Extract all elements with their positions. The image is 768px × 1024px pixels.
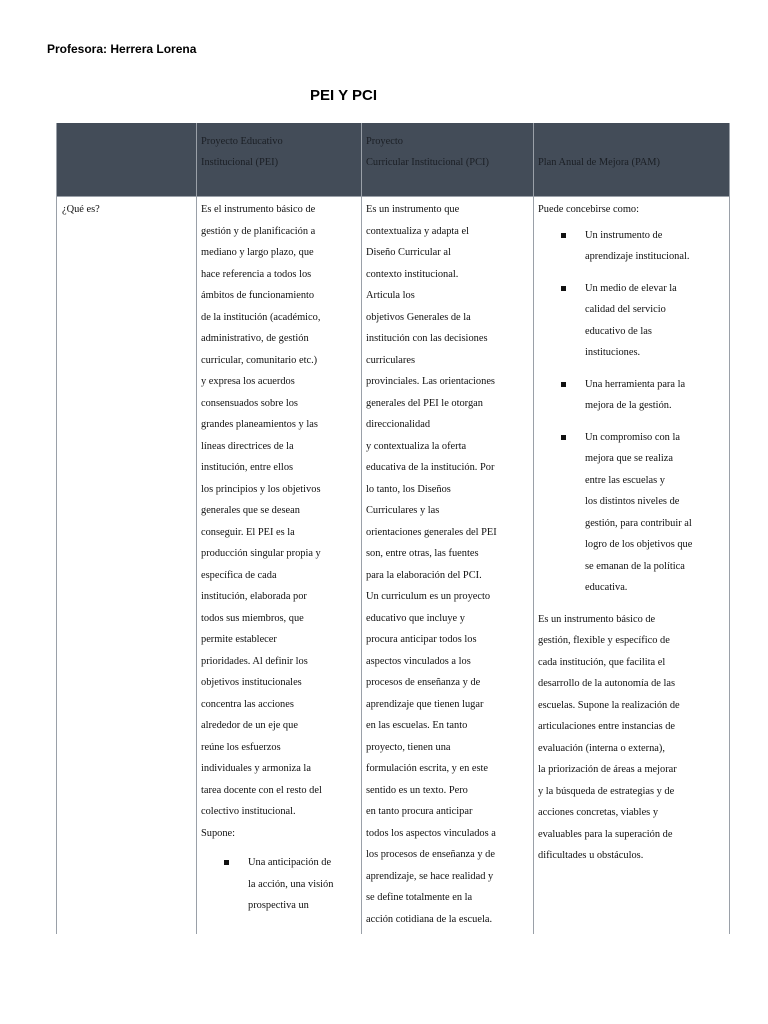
- page-title: PEI Y PCI: [310, 87, 377, 104]
- text-line: Un curriculum es un proyecto: [366, 591, 491, 602]
- text-line: los distintos niveles de: [585, 496, 680, 507]
- bullet-item: [538, 225, 728, 268]
- comparison-table: [56, 123, 730, 934]
- pci-description: [366, 199, 532, 930]
- pei-description: [201, 199, 361, 927]
- text-line: procesos de enseñanza y de: [366, 677, 481, 688]
- header-divider: [57, 196, 729, 197]
- header-line: Proyecto Educativo: [201, 136, 283, 147]
- text-line: cada institución, que facilita el: [538, 656, 666, 668]
- text-line: curricular, comunitario etc.): [201, 354, 318, 366]
- text-line: producción singular propia y: [201, 548, 321, 559]
- text-line: desarrollo de la autonomía de las: [538, 678, 676, 689]
- pam-description: [538, 199, 728, 867]
- text-line: tarea docente con el resto del: [201, 784, 322, 796]
- header-pam: [538, 131, 660, 173]
- bullet-item: [538, 278, 728, 364]
- text-line: calidad del servicio: [585, 304, 666, 315]
- teacher-name: Profesora: Herrera Lorena: [47, 42, 197, 56]
- header-line: Curricular Institucional (PCI): [366, 157, 489, 168]
- text-line: y la búsqueda de estrategias y de: [538, 785, 675, 797]
- text-line: institución, elaborada por: [201, 591, 307, 602]
- text-line: conseguir. El PEI es la: [201, 526, 295, 538]
- text-line: todos los aspectos vinculados a: [366, 827, 496, 839]
- text-line: generales del PEI le otorgan: [366, 397, 483, 409]
- text-line: los principios y los objetivos: [201, 483, 321, 495]
- text-line: son, entre otras, las fuentes: [366, 548, 479, 559]
- bullet-item: [201, 852, 361, 917]
- text-line: generales que se desean: [201, 505, 300, 516]
- text-line: individuales y armoniza la: [201, 763, 311, 774]
- bullet-list: [201, 852, 361, 917]
- text-line: contexto institucional.: [366, 268, 459, 280]
- text-line: acción cotidiana de la escuela.: [366, 913, 493, 925]
- text-line: concentra las acciones: [201, 698, 294, 710]
- column-divider: [196, 123, 197, 934]
- header-line: [538, 131, 660, 152]
- text-line: se emanan de la política: [585, 560, 685, 572]
- text-line: provinciales. Las orientaciones: [366, 376, 495, 387]
- text-line: dificultades u obstáculos.: [538, 850, 644, 861]
- text-line: Es un instrumento que: [366, 204, 460, 215]
- text-line: grandes planeamientos y las: [201, 419, 318, 430]
- text-line: articulaciones entre instancias de: [538, 721, 676, 732]
- text-line: Una anticipación de: [248, 857, 332, 868]
- text-line: prioridades. Al definir los: [201, 655, 308, 667]
- text-line: educativa.: [585, 582, 628, 593]
- text-line: Es el instrumento básico de: [201, 204, 316, 215]
- bullet-list: [538, 225, 728, 599]
- text-line: de la institución (académico,: [201, 311, 321, 323]
- header-pei: [201, 131, 283, 173]
- text-line: líneas directrices de la: [201, 440, 294, 452]
- text-line: entre las escuelas y: [585, 474, 665, 486]
- column-divider: [533, 123, 534, 934]
- text-line: Articula los: [366, 290, 415, 301]
- text-line: evaluables para la superación de: [538, 828, 673, 840]
- header-line: Proyecto: [366, 136, 403, 147]
- bullet-item: [538, 427, 728, 599]
- text-line: mediano y largo plazo, que: [201, 247, 314, 258]
- text-line: instituciones.: [585, 347, 641, 358]
- text-line: escuelas. Supone la realización de: [538, 699, 680, 711]
- text-line: educativo que incluye y: [366, 612, 465, 624]
- header-pci: [366, 131, 489, 173]
- text-line: logro de los objetivos que: [585, 539, 693, 550]
- text-line: evaluación (interna o externa),: [538, 742, 665, 754]
- text-line: objetivos institucionales: [201, 677, 302, 688]
- pam-intro: Puede concebirse como:: [538, 204, 639, 215]
- text-line: orientaciones generales del PEI: [366, 526, 497, 538]
- text-line: la priorización de áreas a mejorar: [538, 764, 677, 775]
- text-line: para la elaboración del PCI.: [366, 569, 482, 581]
- text-line: proyecto, tienen una: [366, 741, 451, 753]
- text-line: mejora que se realiza: [585, 453, 673, 464]
- text-line: Diseño Curricular al: [366, 247, 451, 258]
- text-line: Una herramienta para la: [585, 378, 686, 390]
- text-line: educativo de las: [585, 325, 652, 337]
- text-line: gestión, flexible y específico de: [538, 635, 670, 646]
- text-line: administrativo, de gestión: [201, 333, 309, 344]
- text-line: consensuados sobre los: [201, 397, 298, 409]
- text-line: institución, entre ellos: [201, 462, 294, 473]
- text-line: gestión y de planificación a: [201, 225, 316, 237]
- column-divider: [361, 123, 362, 934]
- header-line: Institucional (PEI): [201, 157, 279, 168]
- text-line: educativa de la institución. Por: [366, 462, 495, 473]
- text-line: institución con las decisiones: [366, 333, 488, 344]
- text-line: aprendizaje, se hace realidad y: [366, 870, 494, 882]
- text-line: aprendizaje institucional.: [585, 251, 690, 262]
- text-line: Un compromiso con la: [585, 431, 680, 443]
- text-line: hace referencia a todos los: [201, 268, 312, 280]
- text-line: Es un instrumento básico de: [538, 613, 656, 625]
- text-line: direccionalidad: [366, 419, 431, 430]
- text-line: mejora de la gestión.: [585, 400, 672, 411]
- text-line: todos sus miembros, que: [201, 612, 304, 624]
- text-line: y contextualiza la oferta: [366, 440, 467, 452]
- bullet-item: [538, 374, 728, 417]
- text-line: Un instrumento de: [585, 229, 663, 241]
- text-line: permite establecer: [201, 634, 277, 645]
- row-label: ¿Qué es?: [62, 204, 100, 215]
- text-line: objetivos Generales de la: [366, 311, 471, 323]
- text-line: Un medio de elevar la: [585, 282, 677, 294]
- text-line: Curriculares y las: [366, 505, 440, 516]
- pam-paragraph: [538, 609, 728, 867]
- text-line: procura anticipar todos los: [366, 634, 477, 645]
- text-line: ámbitos de funcionamiento: [201, 290, 315, 301]
- text-line: Supone:: [201, 827, 236, 839]
- text-line: contextualiza y adapta el: [366, 225, 469, 237]
- text-line: gestión, para contribuir al: [585, 517, 692, 529]
- text-line: reúne los esfuerzos: [201, 741, 281, 753]
- text-line: aprendizaje que tienen lugar: [366, 698, 484, 710]
- text-line: curriculares: [366, 354, 416, 366]
- text-line: prospectiva un: [248, 900, 309, 911]
- text-line: aspectos vinculados a los: [366, 655, 471, 667]
- text-line: formulación escrita, y en este: [366, 763, 489, 774]
- text-line: sentido es un texto. Pero: [366, 784, 468, 796]
- text-line: los procesos de enseñanza y de: [366, 849, 495, 860]
- text-line: específica de cada: [201, 569, 277, 581]
- text-line: colectivo institucional.: [201, 806, 296, 817]
- text-line: la acción, una visión: [248, 878, 334, 890]
- text-line: alrededor de un eje que: [201, 720, 298, 731]
- text-line: en las escuelas. En tanto: [366, 720, 468, 731]
- text-line: acciones concretas, viables y: [538, 807, 659, 818]
- text-line: lo tanto, los Diseños: [366, 483, 451, 495]
- text-line: y expresa los acuerdos: [201, 376, 295, 387]
- text-line: se define totalmente en la: [366, 892, 473, 903]
- header-line: Plan Anual de Mejora (PAM): [538, 157, 660, 168]
- text-line: en tanto procura anticipar: [366, 806, 473, 817]
